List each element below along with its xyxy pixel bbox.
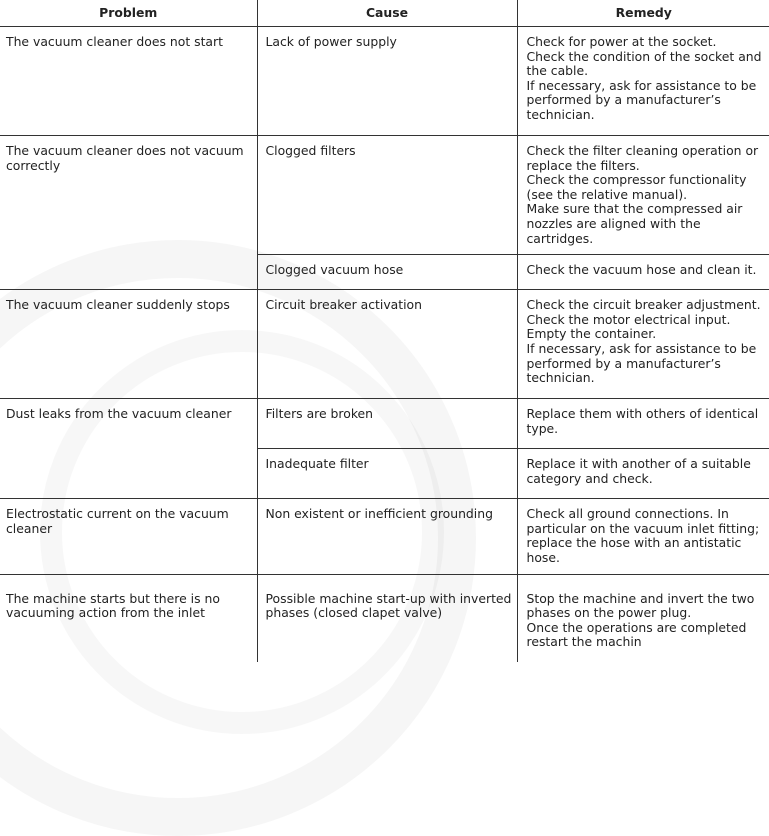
remedy-cell: Stop the machine and invert the two phases on the power plug. Once the operations are completed restart the machin xyxy=(526,590,755,650)
cause-cell: Circuit breaker activation xyxy=(257,290,517,399)
cause-cell: Clogged filters xyxy=(257,136,517,255)
cause-cell: Inadequate filter xyxy=(257,449,517,499)
remedy-cell: Replace it with another of a suitable category and check. xyxy=(517,449,769,499)
problem-cell: Dust leaks from the vacuum cleaner xyxy=(0,399,257,499)
header-cause: Cause xyxy=(257,0,517,27)
problem-cell: The vacuum cleaner does not start xyxy=(0,27,257,136)
cause-cell: Clogged vacuum hose xyxy=(257,255,517,290)
remedy-cell: Check the filter cleaning operation or replace the filters. Check the compressor functionality (see the relative manual). Make sure that the compressed air nozzles are aligned with the cartridges. xyxy=(517,136,769,255)
table-row xyxy=(0,574,769,662)
remedy-cell: Check for power at the socket. Check the condition of the socket and the cable. If necessary, ask for assistance to be performed by a manufacturer’s technician. xyxy=(517,27,769,136)
header-remedy: Remedy xyxy=(517,0,769,27)
problem-cell: The vacuum cleaner suddenly stops xyxy=(0,290,257,399)
table-row xyxy=(0,27,769,136)
remedy-cell: Replace them with others of identical type. xyxy=(517,399,769,449)
remedy-cell: Check the circuit breaker adjustment. Check the motor electrical input. Empty the container. If necessary, ask for assistance to be performed by a manufacturer’s technician. xyxy=(517,290,769,399)
cause-cell: Possible machine start-up with inverted phases (closed clapet valve) xyxy=(257,574,517,662)
table-row xyxy=(0,136,769,255)
cause-cell: Lack of power supply xyxy=(257,27,517,136)
table-row xyxy=(0,290,769,399)
problem-cell: Electrostatic current on the vacuum cleaner xyxy=(0,499,257,574)
header-row xyxy=(0,0,769,27)
header-problem: Problem xyxy=(0,0,257,27)
cause-cell: Non existent or inefficient grounding xyxy=(257,499,517,574)
cause-cell: Filters are broken xyxy=(257,399,517,449)
table-row xyxy=(0,499,769,574)
problem-cell: The vacuum cleaner does not vacuum correctly xyxy=(0,136,257,290)
problem-cell: The machine starts but there is no vacuuming action from the inlet xyxy=(0,574,257,662)
remedy-cell: Check all ground connections. In particular on the vacuum inlet fitting; replace the hose with an antistatic hose. xyxy=(517,499,769,574)
remedy-cell: Check the vacuum hose and clean it. xyxy=(517,255,769,290)
table-row xyxy=(0,399,769,449)
